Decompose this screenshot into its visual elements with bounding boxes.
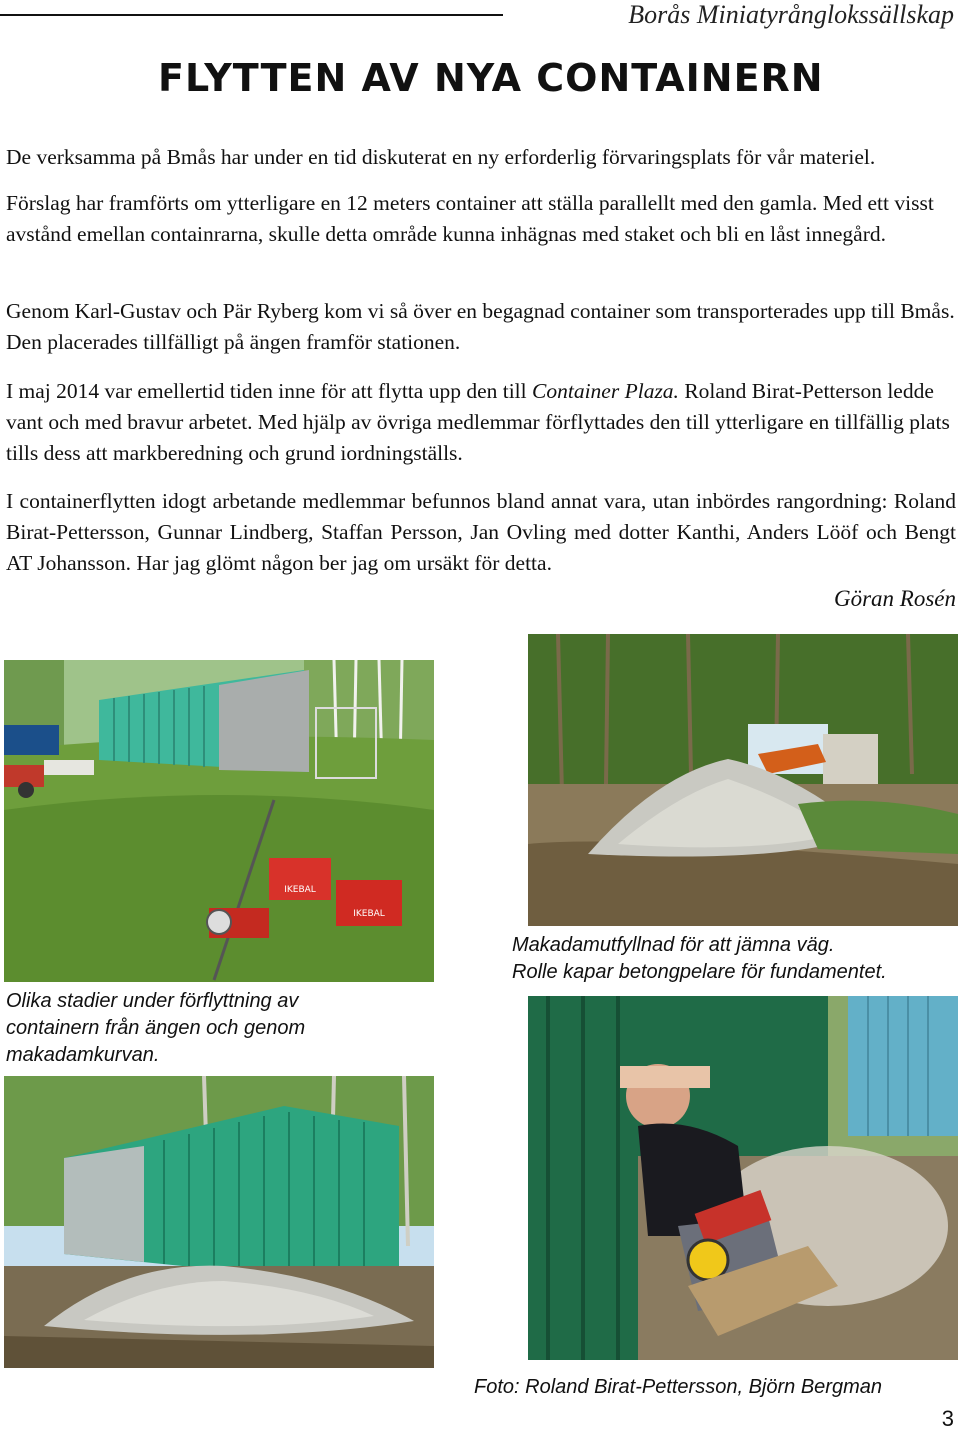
photo-credit: Foto: Roland Birat-Pettersson, Björn Bergman — [474, 1376, 882, 1398]
paragraph-4: I maj 2014 var emellertid tiden inne för att flytta upp den till Container Plaza. Roland Birat-Petterson ledde vant och med bravur arbetet. Med hjälp av övriga medlemmar förflyttades den till ytterligare en tillfällig plats tills dess att markberedning och grund iordningställs. — [6, 379, 950, 465]
paragraph-5: I containerflytten idogt arbetande medlemmar befunnos bland annat vara, utan inbördes rangordning: Roland Birat-Pettersson, Gunnar Lindberg, Staffan Persson, Jan Ovling med dotter Kanthi, Anders Lööf och Bengt AT Johansson. Har jag glömt någon ber jag om ursäkt för detta. — [6, 489, 956, 575]
photo-gravel-with-excavator — [528, 634, 958, 926]
svg-text:IKEBAL: IKEBAL — [284, 885, 316, 895]
paragraph-3: Genom Karl-Gustav och Pär Ryberg kom vi så över en begagnad container som transporterades upp till Bmås. Den placerades tillfälligt på ängen framför stationen. — [6, 299, 955, 354]
page-number: 3 — [941, 1406, 954, 1431]
society-name: Borås Miniatyrånglokssällskap — [628, 0, 954, 29]
photo-container-on-meadow — [4, 660, 434, 982]
paragraph-1: De verksamma på Bmås har under en tid diskuterat en ny erforderlig förvaringsplats för vår materiel. — [6, 145, 876, 169]
author-signature: Göran Rosén — [833, 586, 956, 611]
article-title: FLYTTEN AV NYA CONTAINERN — [158, 56, 824, 100]
header-rule — [0, 14, 503, 16]
svg-text:IKEBAL: IKEBAL — [353, 909, 385, 919]
caption-right: Makadamutfyllnad för att jämna väg. Rolle kapar betongpelare för fundamentet. — [512, 934, 887, 983]
paragraph-2: Förslag har framförts om ytterligare en 12 meters container att ställa parallellt med den gamla. Med ett visst avstånd emellan containrarna, skulle detta område kunna inhägnas med staket och bli en låst innegård. — [6, 191, 934, 246]
photo-cutting-concrete-pillar — [528, 996, 958, 1360]
caption-left: Olika stadier under förflyttning av containern från ängen och genom makadamkurvan. — [6, 990, 306, 1066]
photo-container-on-gravel — [4, 1076, 434, 1368]
